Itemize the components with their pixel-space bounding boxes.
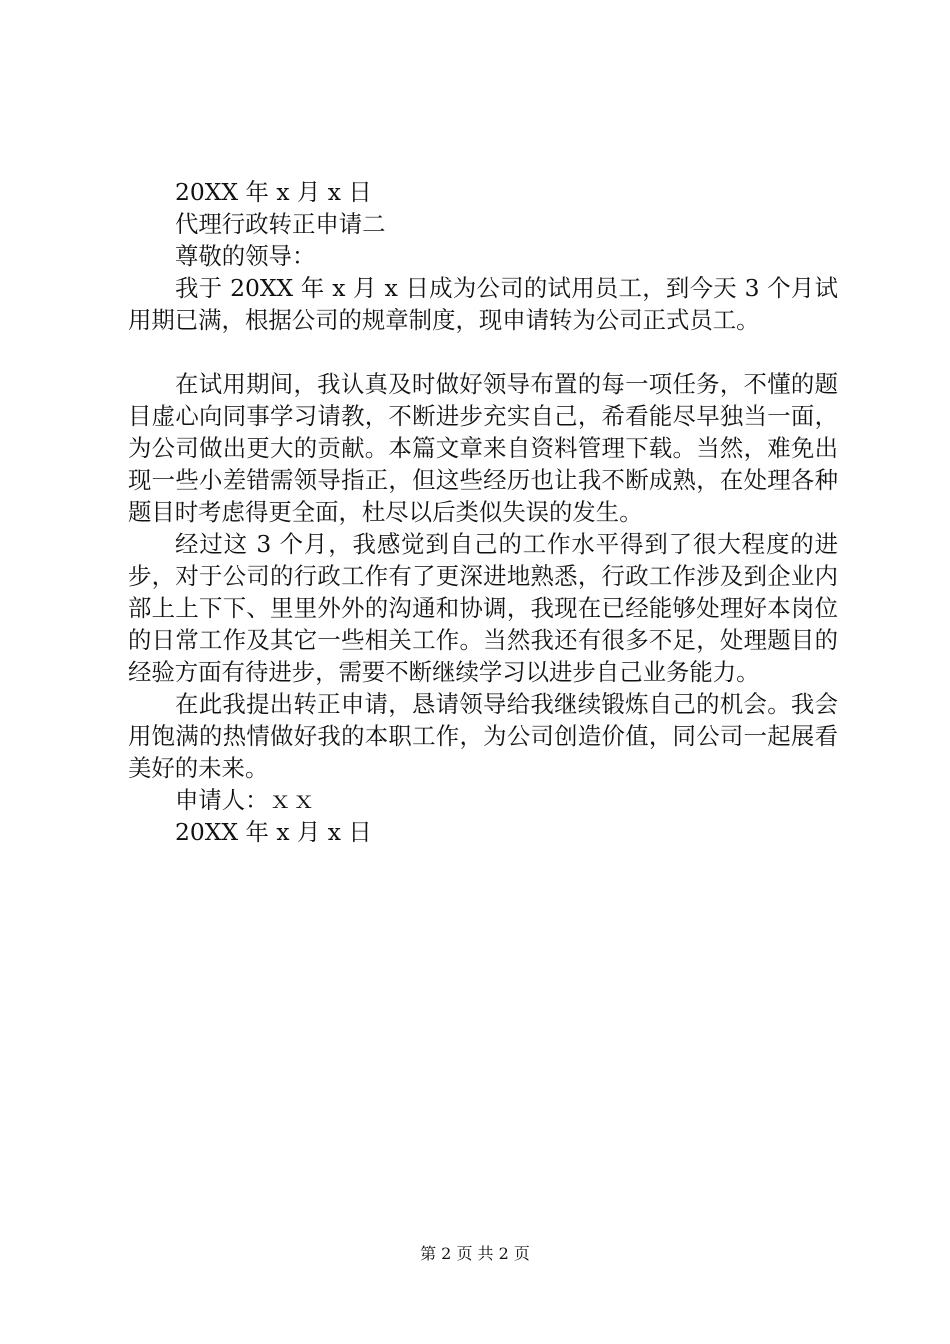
page-number-footer: 第 2 页 共 2 页 [420, 1244, 530, 1263]
document-body [128, 176, 838, 848]
paragraph-2: 在试用期间，我认真及时做好领导布置的每一项任务，不懂的题目虚心向同事学习请教，不断进步充实自己，希看能尽早独当一面，为公司做出更大的贡献。本篇文章来自资料管理下载。当然，难免出现一些小差错需领导指正，但这些经历也让我不断成熟，在处理各种题目时考虑得更全面，杜尽以后类似失误的发生。 [128, 370, 838, 526]
date-line-bottom: 20XX 年 x 月 x 日 [175, 818, 372, 846]
date-line-top: 20XX 年 x 月 x 日 [175, 178, 372, 206]
paragraph-1: 我于 20XX 年 x 月 x 日成为公司的试用员工，到今天 3 个月试用期已满，根据公司的规章制度，现申请转为公司正式员工。 [128, 274, 838, 334]
applicant-line: 申请人：ｘｘ [175, 786, 316, 814]
paragraph-4: 在此我提出转正申请，恳请领导给我继续锻炼自己的机会。我会用饱满的热情做好我的本职工作，为公司创造价值，同公司一起展看美好的未来。 [128, 690, 838, 782]
salutation: 尊敬的领导： [175, 242, 316, 270]
document-title: 代理行政转正申请二 [175, 210, 386, 238]
paragraph-gap [128, 336, 838, 368]
paragraph-3: 经过这 3 个月，我感觉到自己的工作水平得到了很大程度的进步，对于公司的行政工作有了更深进地熟悉，行政工作涉及到企业内部上上下下、里里外外的沟通和协调，我现在已经能够处理好本岗位的日常工作及其它一些相关工作。当然我还有很多不足，处理题目的经验方面有待进步，需要不断继续学习以进步自己业务能力。 [128, 530, 838, 686]
